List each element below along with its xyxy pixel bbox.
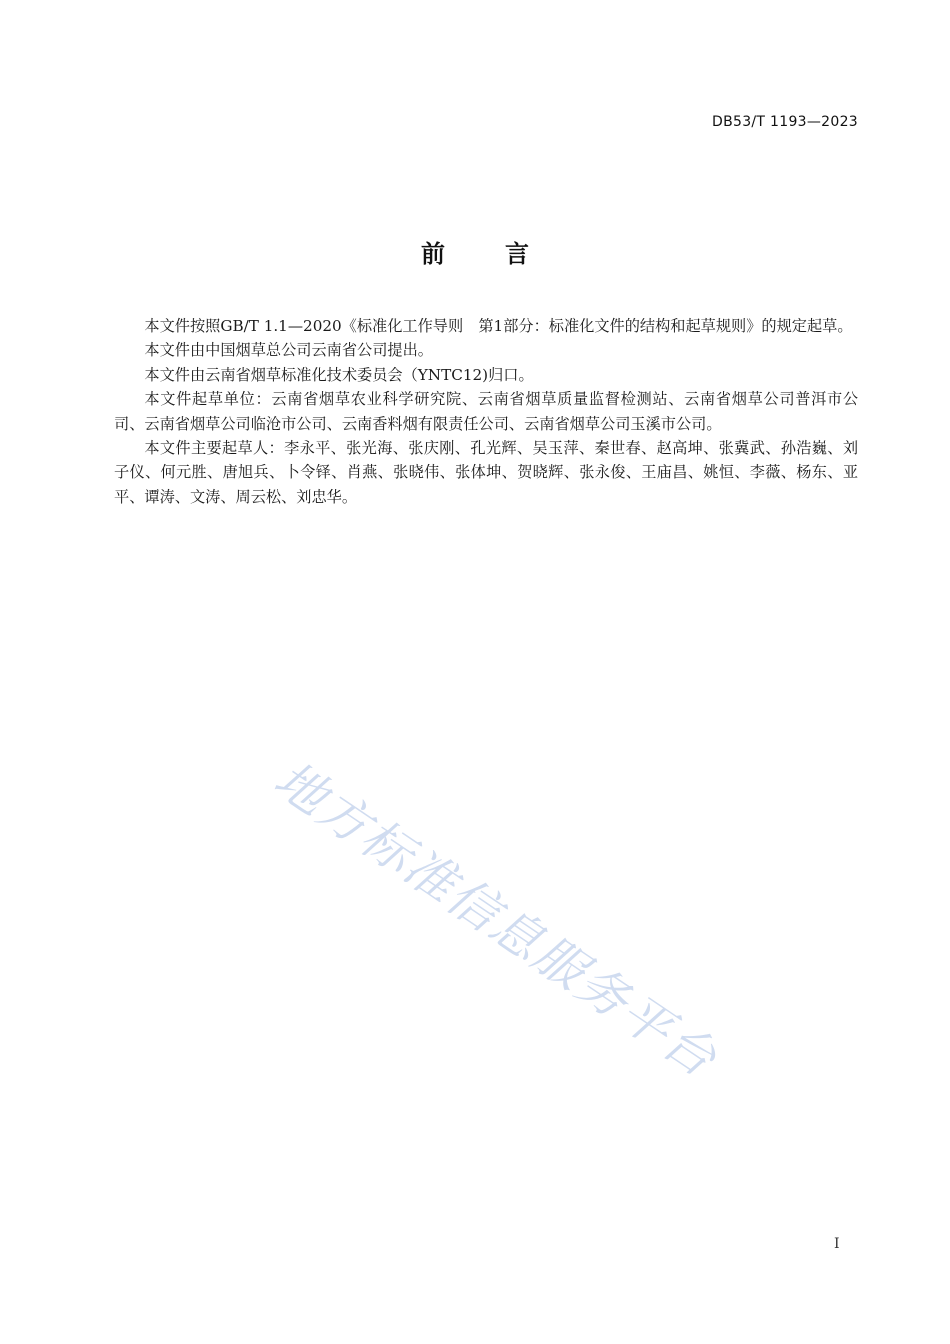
watermark: 地方标准信息服务平台 [263,749,728,1089]
page-title: 前言 [421,240,589,268]
document-code: DB53/T 1193—2023 [712,114,858,130]
paragraph-drafting-units: 本文件起草单位：云南省烟草农业科学研究院、云南省烟草质量监督检测站、云南省烟草公司普洱市公司、云南省烟草公司临沧市公司、云南香料烟有限责任公司、云南省烟草公司玉溪市公司。 [114,390,858,433]
foreword-body [114,314,858,509]
paragraph-administrator: 本文件由云南省烟草标准化技术委员会（YNTC12)归口。 [144,365,534,384]
paragraph-drafters: 本文件主要起草人：李永平、张光海、张庆刚、孔光辉、吴玉萍、秦世春、赵高坤、张冀武、孙浩巍、刘子仪、何元胜、唐旭兵、卜令铎、肖燕、张晓伟、张体坤、贺晓辉、张永俊、王庙昌、姚恒、李薇、杨东、亚平、谭涛、文涛、周云松、刘忠华。 [114,439,858,506]
paragraph-drafting-rules: 本文件按照GB/T 1.1—2020《标准化工作导则 第1部分：标准化文件的结构和起草规则》的规定起草。 [144,317,853,335]
page-number: I [834,1236,840,1252]
paragraph-proposer: 本文件由中国烟草总公司云南省公司提出。 [144,341,433,360]
